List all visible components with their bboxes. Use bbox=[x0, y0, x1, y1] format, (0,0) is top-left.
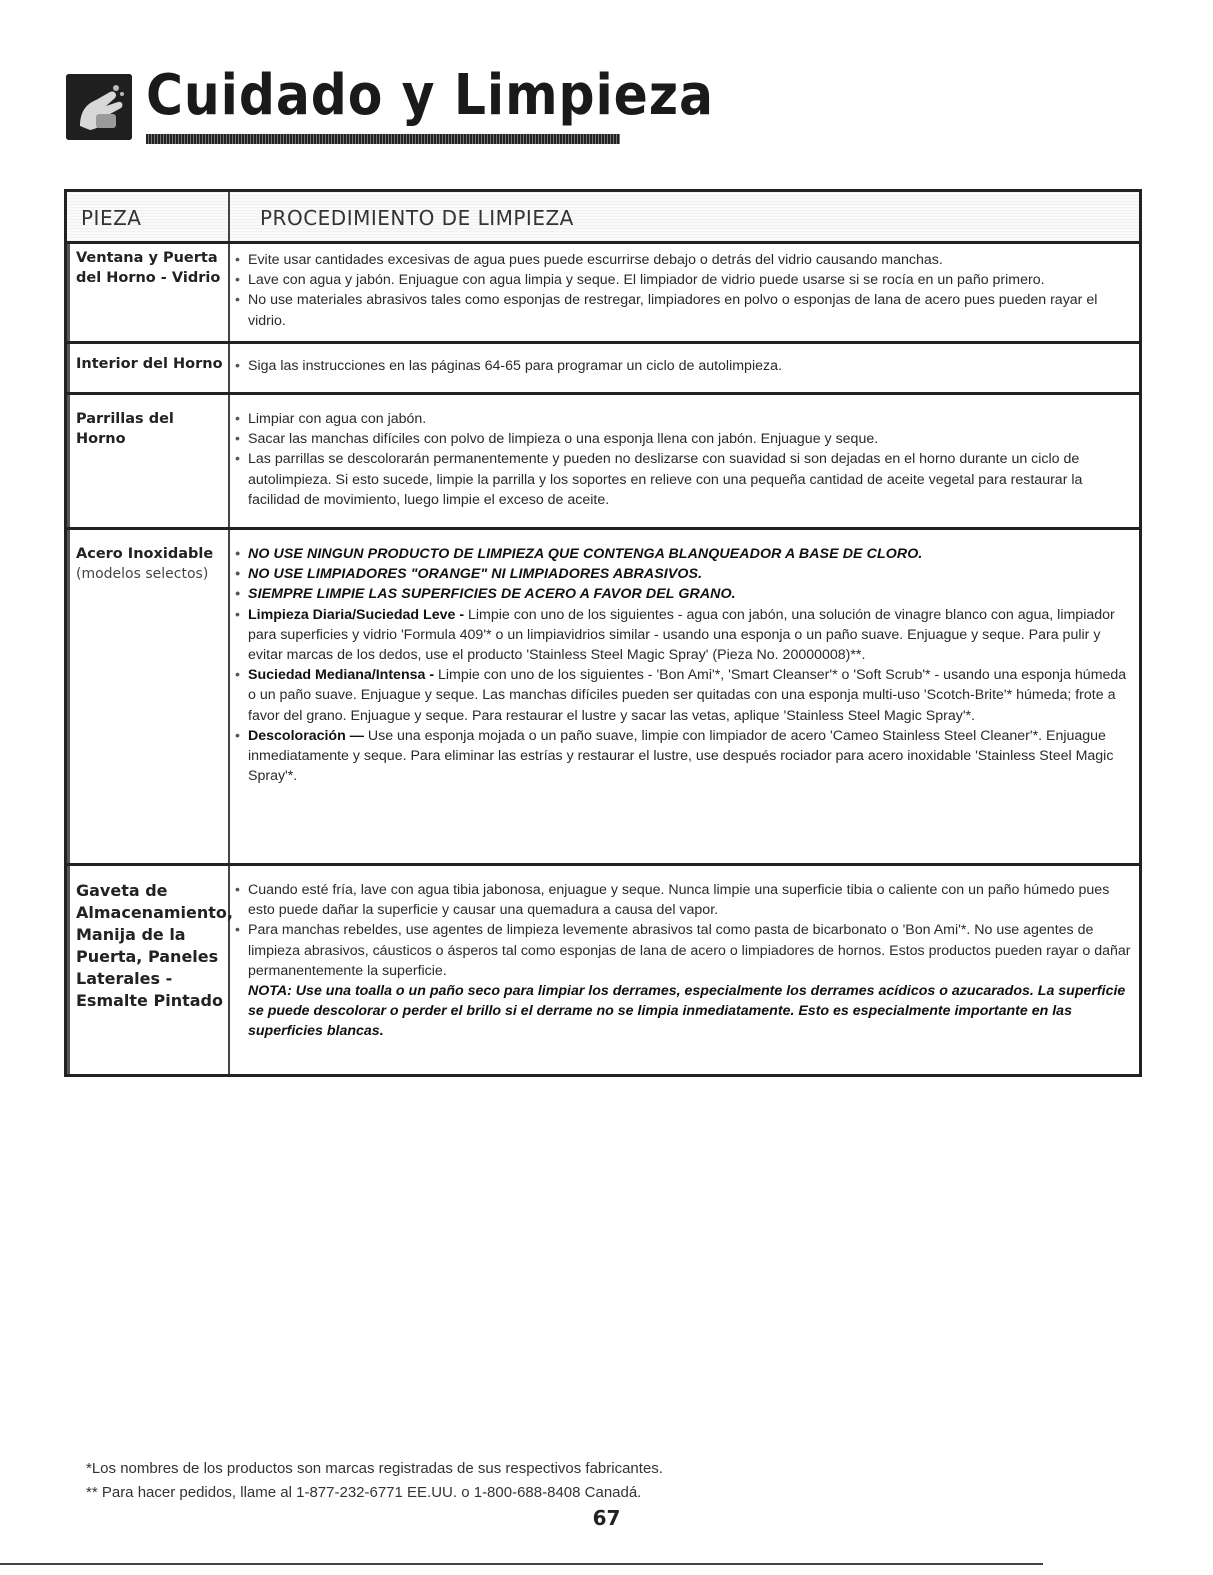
column-header-procedimiento: PROCEDIMIENTO DE LIMPIEZA bbox=[260, 206, 574, 230]
pieza-sublabel: (modelos selectos) bbox=[76, 566, 209, 582]
table-row bbox=[67, 344, 1139, 395]
pieza-label: Parrillas del Horno bbox=[76, 411, 174, 447]
list-item: • Cuando esté fría, lave con agua tibia jabonosa, enjuague y seque. Nunca limpie una superficie tibia o caliente con un paño húmedo pues esto puede dañar la superficie y causar una quemadura a causa del vapor. bbox=[235, 880, 1133, 920]
list-item: • Las parrillas se descolorarán permanentemente y pueden no deslizarse con suavidad si son dejadas en el horno durante un ciclo de autolimpieza. Si esto sucede, limpie la parrilla y los soportes en relieve con una pequeña cantidad de aceite vegetal para restaurar la facilidad de movimiento, luego limpie el exceso de aceite. bbox=[235, 449, 1133, 510]
pieza-cell bbox=[67, 530, 230, 863]
warning-item: • NO USE NINGUN PRODUCTO DE LIMPIEZA QUE CONTENGA BLANQUEADOR A BASE DE CLORO. bbox=[235, 544, 1133, 564]
procedure-cell bbox=[230, 344, 1139, 392]
pieza-cell bbox=[67, 866, 233, 1074]
list-item: • Lave con agua y jabón. Enjuague con agua limpia y seque. El limpiador de vidrio puede usarse si se rocía en un paño primero. bbox=[235, 270, 1133, 290]
list-item: • Evite usar cantidades excesivas de agua pues puede escurrirse debajo o detrás del vidrio causando manchas. bbox=[235, 250, 1133, 270]
procedure-cell bbox=[230, 866, 1139, 1074]
cleaning-hand-icon bbox=[66, 74, 132, 140]
table-row bbox=[67, 530, 1139, 866]
footnote: *Los nombres de los productos son marcas registradas de sus respectivos fabricantes. bbox=[86, 1460, 663, 1477]
nota-text: NOTA: Use una toalla o un paño seco para limpiar los derrames, especialmente los derrames acídicos o azucarados. La superficie se puede descolorar o perder el brillo si el derrame no se limpia inmediatamente. Esto es especialmente importante en las superficies blancas. bbox=[248, 983, 1126, 1040]
table-header bbox=[67, 192, 1139, 244]
warning-item: • NO USE LIMPIADORES "ORANGE" NI LIMPIADORES ABRASIVOS. bbox=[235, 564, 1133, 584]
entry-lead: Limpieza Diaria/Suciedad Leve - bbox=[248, 606, 465, 623]
entry-lead: Suciedad Mediana/Intensa - bbox=[248, 667, 435, 684]
procedure-cell bbox=[230, 244, 1139, 341]
warning-item: • SIEMPRE LIMPIE LAS SUPERFICIES DE ACERO A FAVOR DEL GRANO. bbox=[235, 584, 1133, 604]
pieza-label: Ventana y Puerta del Horno - Vidrio bbox=[76, 250, 221, 286]
procedure-cell bbox=[230, 395, 1139, 527]
list-item bbox=[235, 726, 1133, 787]
list-item: • Limpiar con agua con jabón. bbox=[235, 409, 1133, 429]
pieza-label: Interior del Horno bbox=[76, 356, 223, 372]
pieza-cell bbox=[67, 344, 230, 392]
page-number: 67 bbox=[592, 1506, 621, 1530]
entry-text: Limpie con uno de los siguientes - agua con jabón, una solución de vinagre blanco con agua, limpiador para superficies y vidrio 'Formula 409'* o un limpiavidrios similar - usando una esponja o un paño suave. Enjuague y seque. Para pulir y evitar marcas de los dedos, use el producto 'Stainless Steel Magic Spray' (Pieza No. 20000008)**. bbox=[248, 606, 1115, 664]
footnote: ** Para hacer pedidos, llame al 1-877-232-6771 EE.UU. o 1-800-688-8408 Canadá. bbox=[86, 1484, 642, 1501]
entry-lead: Descoloración — bbox=[248, 727, 364, 744]
procedure-cell bbox=[230, 530, 1139, 863]
column-header-pieza: PIEZA bbox=[67, 192, 230, 241]
title-underline bbox=[146, 134, 620, 144]
list-item: • Para manchas rebeldes, use agentes de limpieza levemente abrasivos tal como pasta de bicarbonato o 'Bon Ami'*. No use agentes de limpieza abrasivos, cáusticos o ásperos tal como esponjas de lana de acero o limpiadores de hornos. Estos productos pueden rayar o dañar permanentemente la superficie. bbox=[235, 920, 1133, 981]
list-item: • No use materiales abrasivos tales como esponjas de restregar, limpiadores en polvo o esponjas de lana de acero pues pueden rayar el vidrio. bbox=[235, 290, 1133, 330]
pieza-label: Acero Inoxidable bbox=[76, 546, 214, 562]
list-item: • Sacar las manchas difíciles con polvo de limpieza o una esponja llena con jabón. Enjuague y seque. bbox=[235, 429, 1133, 449]
pieza-cell bbox=[67, 395, 230, 527]
pieza-label: Gaveta de Almacenamiento, Manija de la Puerta, Paneles Laterales - Esmalte Pintado bbox=[76, 881, 233, 1010]
list-item bbox=[235, 665, 1133, 726]
page-title: Cuidado y Limpieza bbox=[146, 63, 714, 128]
table-row bbox=[67, 866, 1139, 1074]
footnotes bbox=[86, 1457, 663, 1505]
entry-text: Limpie con uno de los siguientes - 'Bon Ami'*, 'Smart Cleanser'* o 'Soft Scrub'* - usando una esponja húmeda o un paño suave. Enjuague y seque. Las manchas difíciles pueden ser quitadas con una esponja multi-uso 'Scotch-Brite'* húmeda; frote a favor del grano. Enjuague y seque. Para restaurar el lustre y sacar las vetas, aplique 'Stainless Steel Magic Spray'*. bbox=[248, 667, 1127, 724]
table-row bbox=[67, 395, 1139, 530]
cleaning-table bbox=[64, 189, 1142, 1077]
entry-text: Use una esponja mojada o un paño suave, limpie con limpiador de acero 'Cameo Stainless Steel Cleaner'*. Enjuague inmediatamente y seque. Para eliminar las estrías y restaurar el lustre, use después rociador para acero inoxidable 'Stainless Steel Magic Spray'*. bbox=[248, 727, 1114, 785]
list-item bbox=[235, 605, 1133, 666]
pieza-cell bbox=[67, 244, 230, 341]
page-header bbox=[66, 60, 714, 150]
list-item: • Siga las instrucciones en las páginas 64-65 para programar un ciclo de autolimpieza. bbox=[235, 356, 1133, 376]
table-row bbox=[67, 244, 1139, 344]
bottom-rule bbox=[0, 1563, 1043, 1565]
